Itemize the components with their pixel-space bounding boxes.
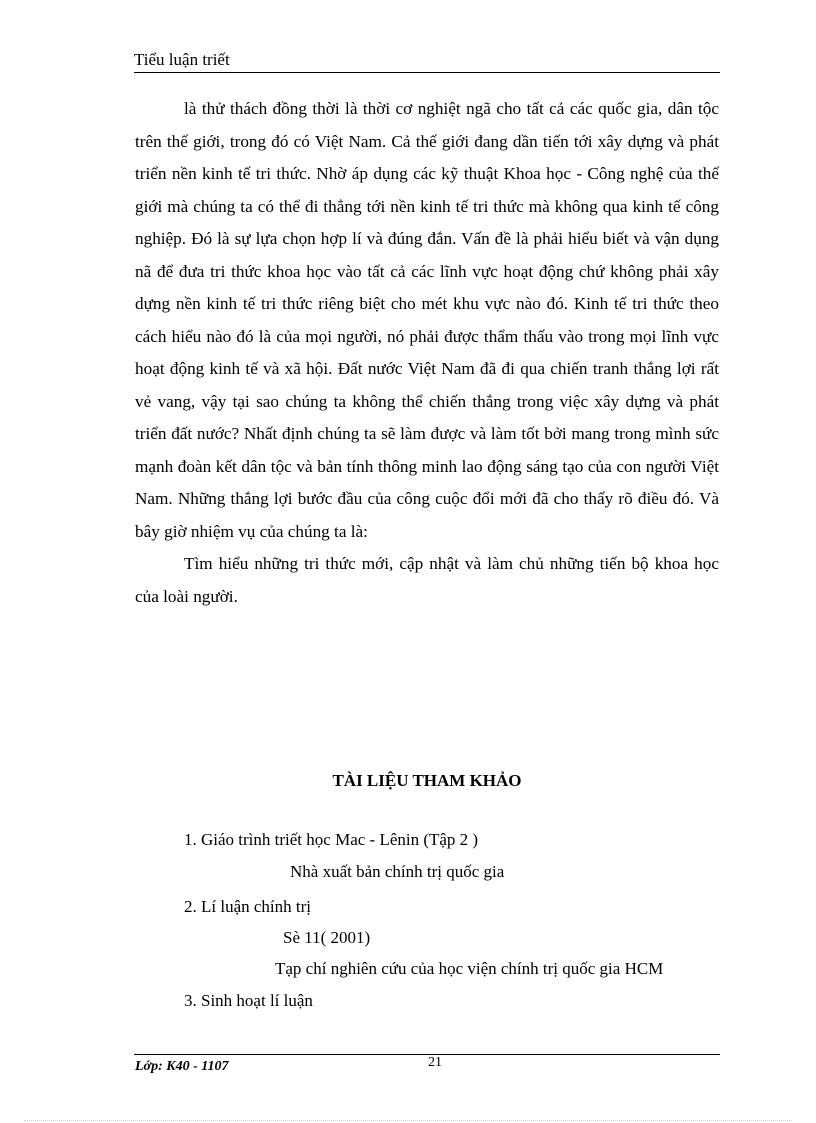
reference-item-2-issue: Sè 11( 2001) (283, 928, 371, 947)
body-paragraph-2: Tìm hiểu những tri thức mới, cập nhật và làm chủ những tiến bộ khoa học của loài người. (135, 554, 719, 606)
page-header (134, 50, 720, 73)
body-paragraph-1: là thử thách đồng thời là thời cơ nghiệt ngã cho tất cả các quốc gia, dân tộc trên thế giới, trong đó có Việt Nam. Cả thế giới đang dần tiến tới xây dựng và phát triển nền kinh tế tri thức. Nhờ áp dụng các kỹ thuật Khoa học - Công nghệ của thế giới mà chúng ta có thể đi thẳng tới nền kinh tế tri thức mà không qua kinh tế công nghiệp. Đó là sự lựa chọn hợp lí và đúng đắn. Vấn đề là phải hiểu biết và vận dụng nã để đưa tri thức khoa học vào tất cả các lĩnh vực hoạt động chứ không phải xây dựng nền kinh tế tri thức riêng biệt cho mét khu vực nào đó. Kinh tế tri thức theo cách hiểu nào đó là của mọi người, nó phải được thẩm thấu vào trong mọi lĩnh vực hoạt động kinh tế và xã hội. Đất nước Việt Nam đã đi qua chiến tranh thắng lợi rất vẻ vang, vậy tại sao chúng ta không thể chiến thắng trong việc xây dựng và phát triển đất nước? Nhất định chúng ta sẽ làm được và làm tốt bởi mang trong mình sức mạnh đoàn kết dân tộc và bản tính thông minh lao động sáng tạo của con người Việt Nam. Những thắng lợi bước đầu của công cuộc đổi mới đã cho thấy rõ điều đó. Và bây giờ nhiệm vụ của chúng ta là: (135, 99, 719, 541)
reference-item-2-journal: Tạp chí nghiên cứu của học viện chính trị quốc gia HCM (275, 959, 664, 978)
body-text (135, 93, 719, 613)
reference-item-1: 1. Giáo trình triết học Mac - Lênin (Tập 2 ) (184, 830, 479, 849)
reference-item-3: 3. Sinh hoạt lí luận (184, 991, 313, 1010)
header-title: Tiểu luận triết (134, 50, 230, 69)
reference-item-2: 2. Lí luận chính trị (184, 897, 312, 916)
page-edge-divider (24, 1120, 792, 1121)
reference-item-1-publisher: Nhà xuất bản chính trị quốc gia (290, 862, 505, 881)
footer-class-label: Lớp: K40 - 1107 (135, 1059, 229, 1074)
references-title: TÀI LIỆU THAM KHẢO (332, 771, 522, 790)
footer-page-number: 21 (428, 1055, 442, 1070)
